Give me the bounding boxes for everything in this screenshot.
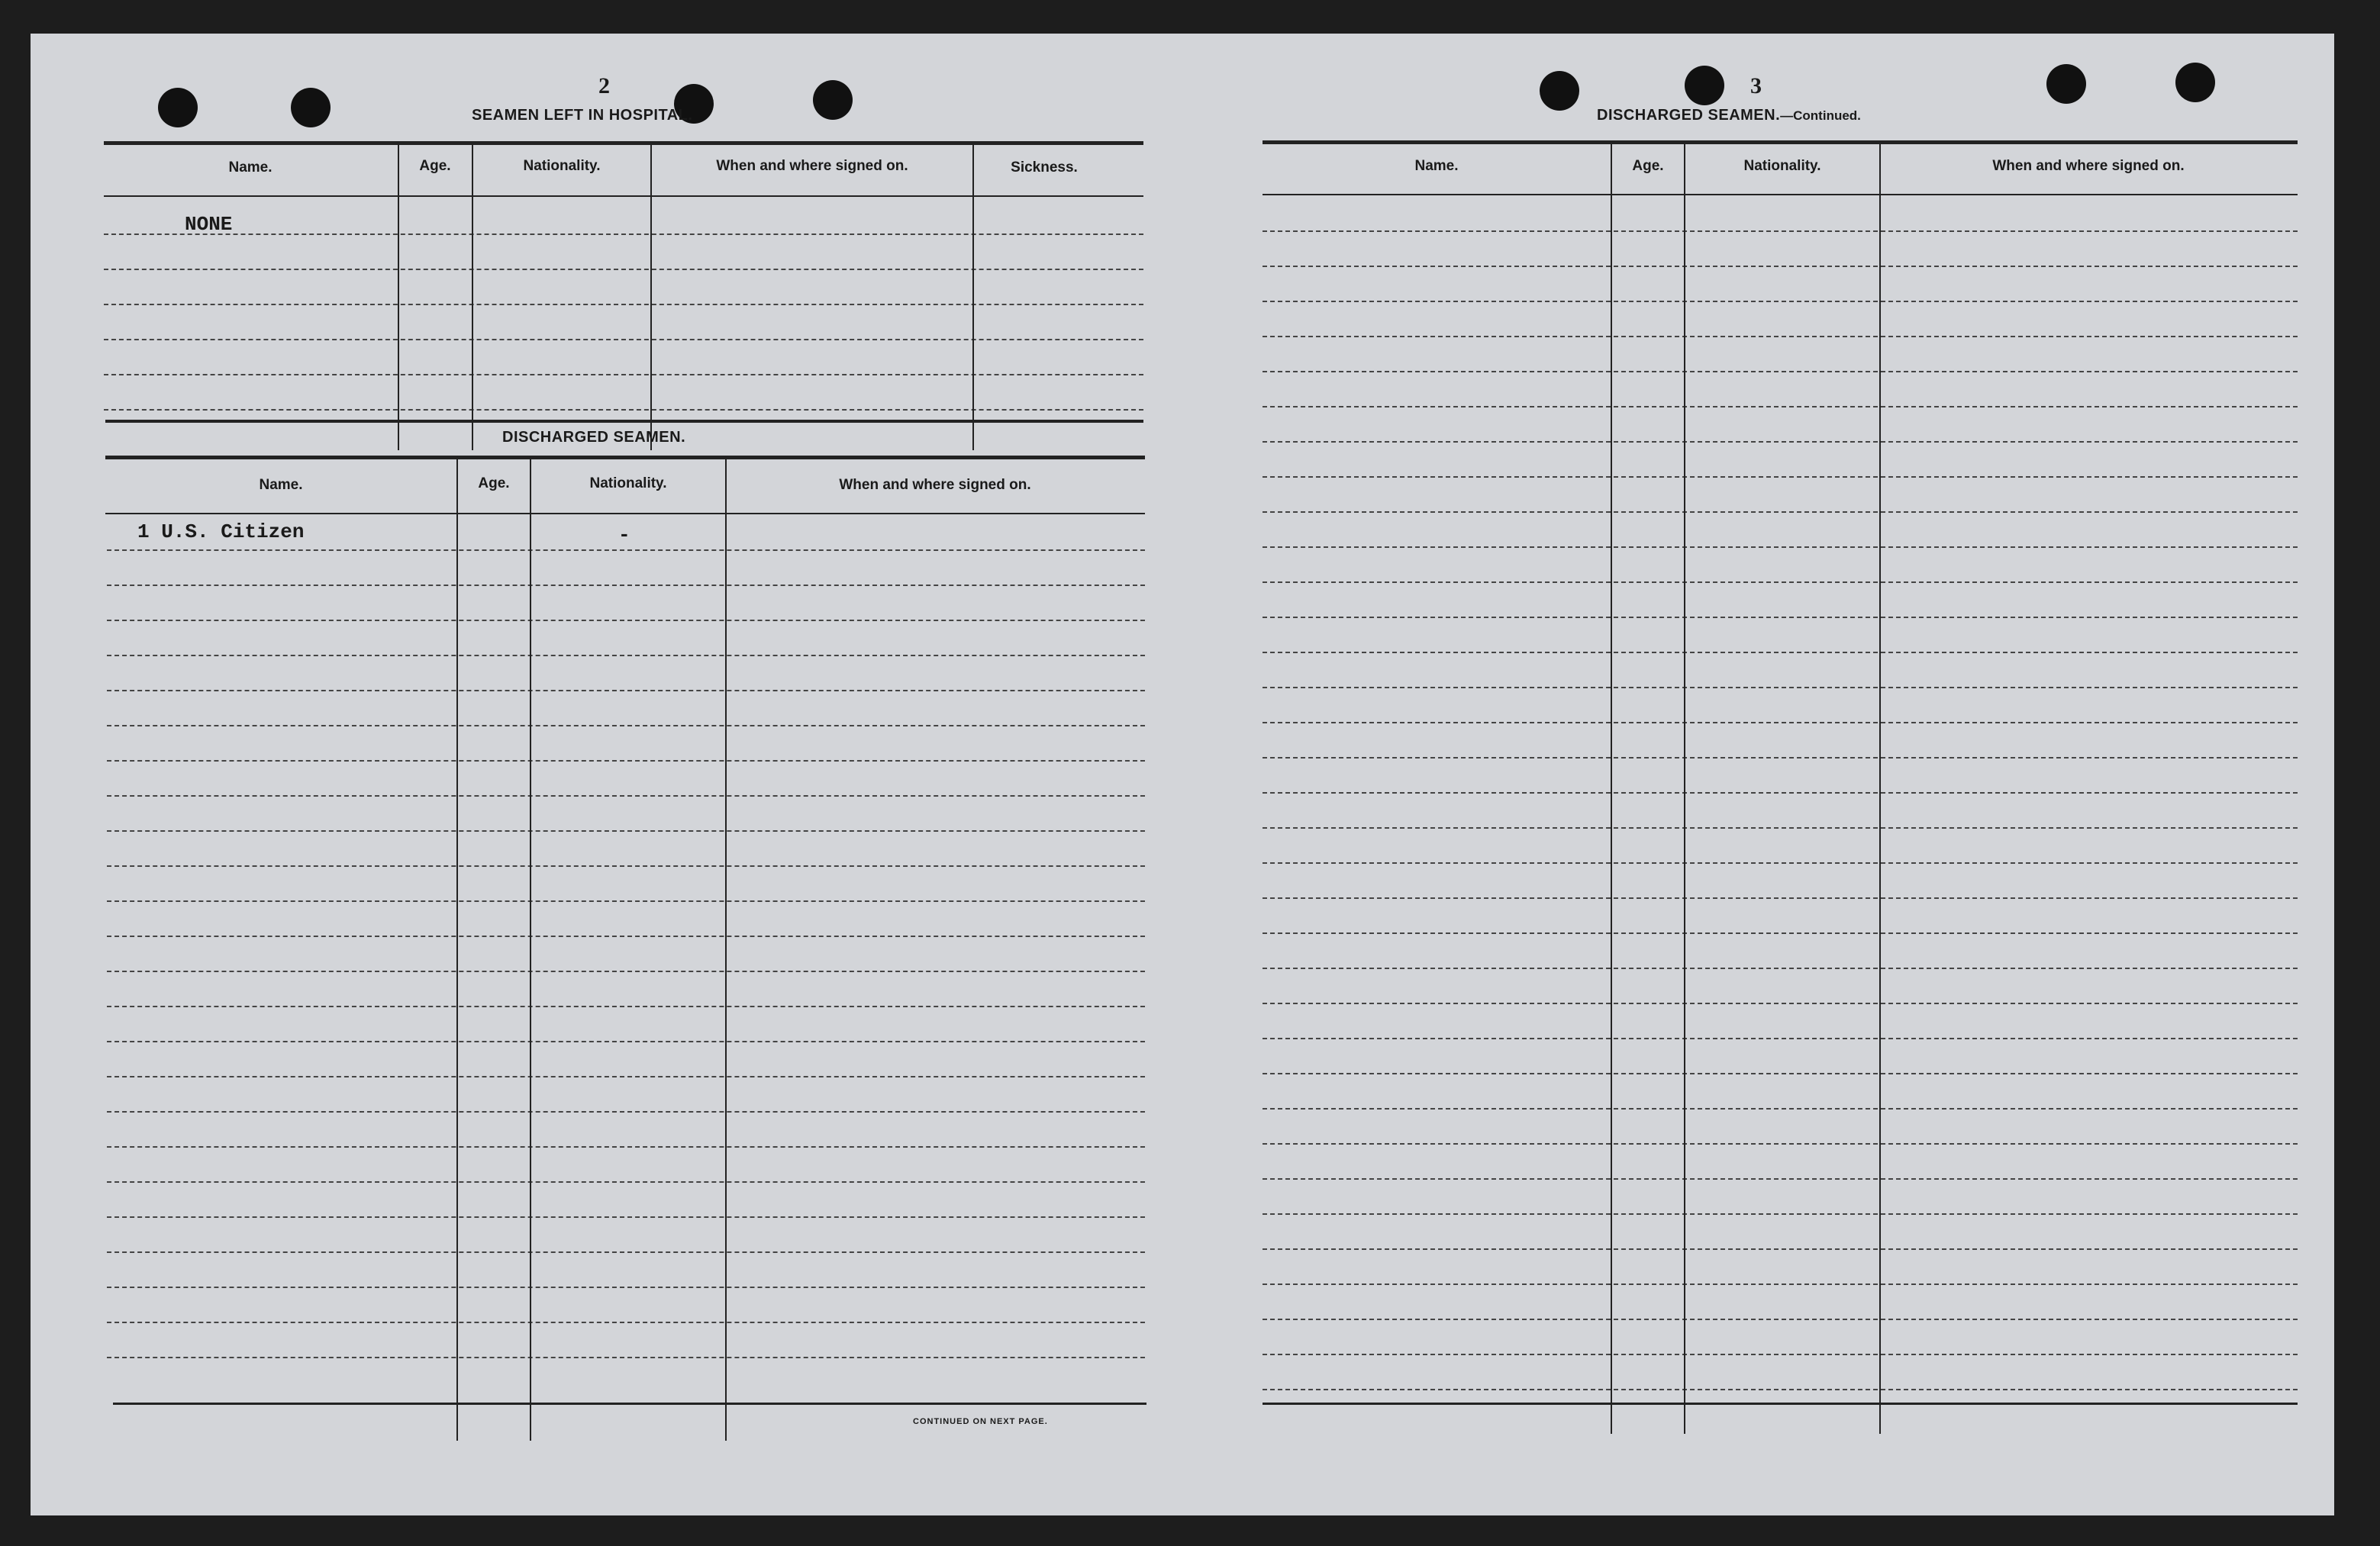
hospital-vline [650, 145, 652, 450]
ruled-line [104, 409, 1143, 411]
ruled-line [1263, 827, 2298, 829]
ruled-line [107, 936, 1145, 937]
right-col-age: Age. [1632, 158, 1664, 174]
punch-hole [291, 88, 331, 127]
punch-hole [1685, 66, 1724, 105]
ruled-line [1263, 301, 2298, 302]
right-vline [1611, 144, 1612, 1434]
ruled-line [107, 620, 1145, 621]
continued-footer: CONTINUED ON NEXT PAGE. [913, 1417, 1048, 1426]
left-page-number: 2 [598, 73, 610, 98]
right-table-top-rule [1263, 140, 2298, 144]
hospital-header-rule [104, 195, 1143, 197]
hospital-vline [398, 145, 399, 450]
ruled-line [1263, 1073, 2298, 1074]
ruled-line [1263, 932, 2298, 934]
discharged-vline [530, 459, 531, 1441]
hospital-col-sickness: Sickness. [1011, 159, 1078, 176]
ruled-line [1263, 230, 2298, 232]
discharged-vline [456, 459, 458, 1441]
ruled-line [1263, 687, 2298, 688]
discharged-header-rule [105, 513, 1145, 514]
ruled-line [1263, 1108, 2298, 1110]
discharged-col-age: Age. [478, 475, 510, 491]
ruled-line [107, 1181, 1145, 1183]
ruled-line [1263, 1038, 2298, 1039]
ruled-line [107, 1357, 1145, 1358]
discharged-section-title: DISCHARGED SEAMEN. [502, 429, 686, 446]
ruled-line [107, 549, 1145, 551]
ruled-line [107, 1041, 1145, 1042]
ruled-line [1263, 476, 2298, 478]
ruled-line [1263, 511, 2298, 513]
ruled-line [104, 269, 1143, 270]
ruled-line [1263, 1319, 2298, 1320]
ruled-line [1263, 757, 2298, 759]
ruled-line [107, 865, 1145, 867]
ruled-line [107, 795, 1145, 797]
hospital-section-title: SEAMEN LEFT IN HOSPITAL. [472, 107, 693, 124]
ruled-line [1263, 1248, 2298, 1250]
ruled-line [107, 690, 1145, 691]
ruled-line [1263, 546, 2298, 548]
discharged-entry-name: 1 U.S. Citizen [137, 520, 305, 543]
ruled-line [107, 760, 1145, 762]
discharged-col-signed-on: When and where signed on. [839, 477, 1031, 493]
discharged-col-name: Name. [259, 477, 303, 493]
punch-hole [158, 88, 198, 127]
ruled-line [1263, 371, 2298, 372]
hospital-col-age: Age. [419, 158, 451, 174]
ruled-line [1263, 1178, 2298, 1180]
ruled-line [1263, 441, 2298, 443]
discharged-vline [725, 459, 727, 1441]
right-col-name: Name. [1414, 158, 1459, 174]
ruled-line [1263, 968, 2298, 969]
ruled-line [1263, 652, 2298, 653]
hospital-vline [472, 145, 473, 450]
hospital-vline [972, 145, 974, 450]
ruled-line [1263, 1213, 2298, 1215]
right-page-number: 3 [1750, 73, 1762, 98]
ruled-line [107, 1111, 1145, 1113]
discharged-entry-nationality: - [618, 523, 630, 546]
ruled-line [107, 1076, 1145, 1077]
ruled-line [104, 234, 1143, 235]
ruled-line [107, 900, 1145, 902]
ruled-line [107, 1006, 1145, 1007]
hospital-entry-name: NONE [185, 213, 233, 236]
discharged-col-nationality: Nationality. [589, 475, 667, 491]
discharged-table-bottom-rule [113, 1403, 1146, 1405]
hospital-col-nationality: Nationality. [523, 158, 601, 174]
right-section-title [1597, 107, 1861, 124]
ruled-line [1263, 1389, 2298, 1390]
hospital-col-signed-on: When and where signed on. [716, 158, 908, 174]
ruled-line [107, 1287, 1145, 1288]
right-col-nationality: Nationality. [1743, 158, 1821, 174]
ruled-line [107, 585, 1145, 586]
ruled-line [1263, 406, 2298, 407]
ruled-line [107, 1216, 1145, 1218]
ruled-line [107, 830, 1145, 832]
ruled-line [1263, 336, 2298, 337]
discharged-table-top-rule [105, 456, 1145, 459]
ruled-line [1263, 722, 2298, 723]
ruled-line [107, 655, 1145, 656]
document-sheet [31, 34, 2334, 1515]
punch-hole [2175, 63, 2215, 102]
ruled-line [1263, 581, 2298, 583]
hospital-table-bottom-rule [105, 420, 1143, 423]
ruled-line [107, 1322, 1145, 1323]
punch-hole [813, 80, 853, 120]
punch-hole [1540, 71, 1579, 111]
right-vline [1879, 144, 1881, 1434]
ruled-line [107, 1146, 1145, 1148]
ruled-line [107, 1251, 1145, 1253]
ruled-line [1263, 1354, 2298, 1355]
ruled-line [1263, 266, 2298, 267]
ruled-line [1263, 1284, 2298, 1285]
ruled-line [1263, 792, 2298, 794]
hospital-col-name: Name. [228, 159, 273, 176]
ruled-line [104, 339, 1143, 340]
ruled-line [104, 374, 1143, 375]
ruled-line [1263, 897, 2298, 899]
ruled-line [1263, 1143, 2298, 1145]
ruled-line [107, 725, 1145, 726]
right-col-signed-on: When and where signed on. [1992, 158, 2185, 174]
ruled-line [1263, 617, 2298, 618]
ruled-line [1263, 862, 2298, 864]
ruled-line [107, 971, 1145, 972]
right-vline [1684, 144, 1685, 1434]
right-header-rule [1263, 194, 2298, 195]
right-section-title-sub: —Continued. [1780, 108, 1861, 123]
hospital-table-top-rule [104, 141, 1143, 145]
right-section-title-main: DISCHARGED SEAMEN. [1597, 107, 1781, 124]
ruled-line [1263, 1003, 2298, 1004]
punch-hole [2046, 64, 2086, 104]
ruled-line [104, 304, 1143, 305]
right-table-bottom-rule [1263, 1403, 2298, 1405]
